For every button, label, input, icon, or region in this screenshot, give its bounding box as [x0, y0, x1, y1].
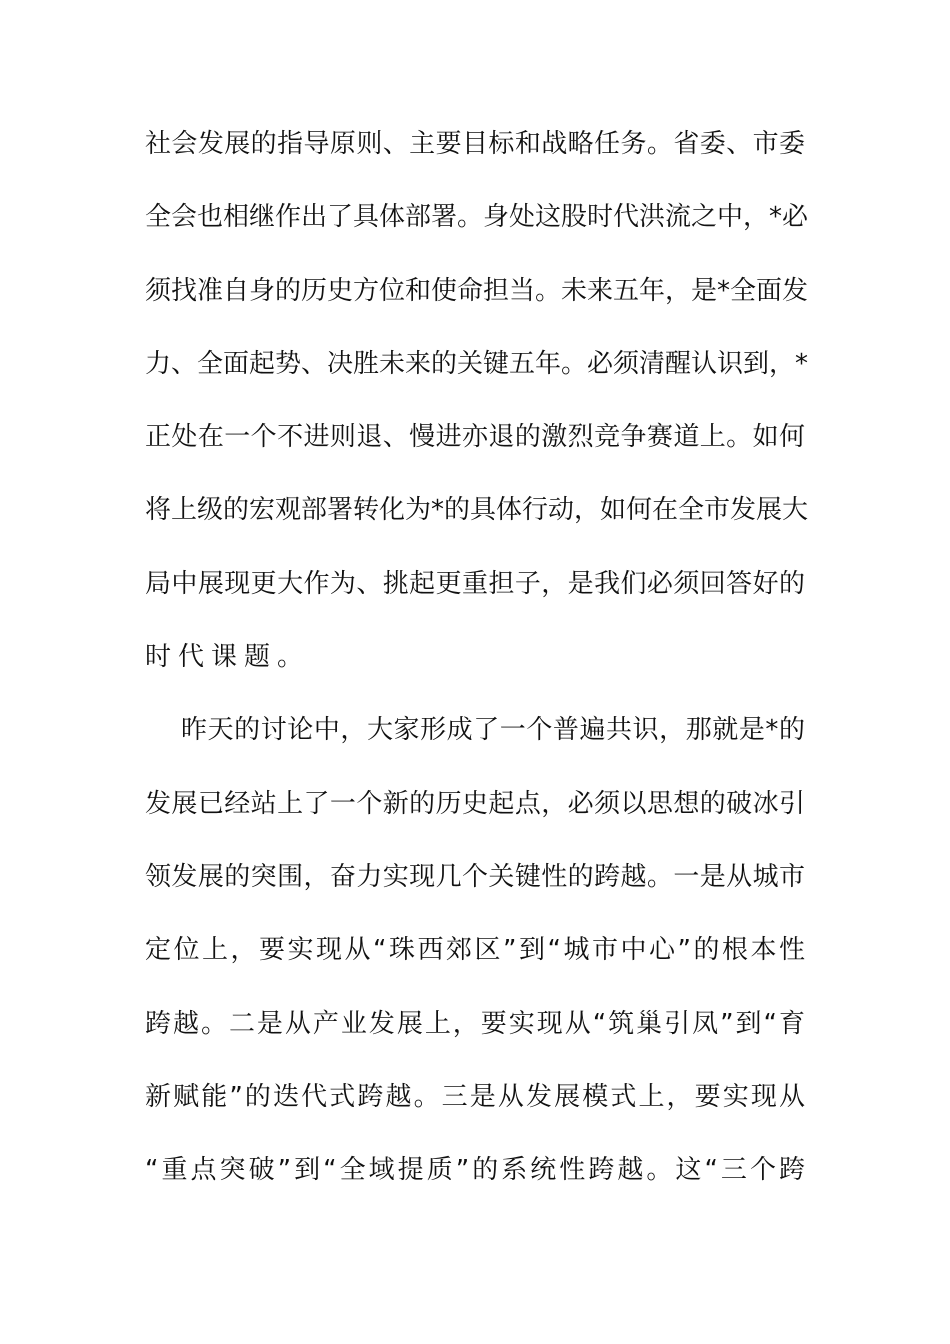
text-line: 时代课题。 — [145, 642, 311, 673]
document-body — [145, 108, 809, 1207]
text-line: 将上级的宏观部署转化为*的具体行动，如何在全市发展大 — [145, 495, 809, 526]
text-line: 须找准自身的历史方位和使命担当。未来五年，是*全面发 — [145, 275, 809, 306]
text-line: 力、全面起势、决胜未来的关键五年。必须清醒认识到，* — [145, 348, 809, 379]
text-line: 新赋能”的迭代式跨越。三是从发展模式上，要实现从 — [145, 1081, 805, 1112]
text-line: 领发展的突围，奋力实现几个关键性的跨越。一是从城市 — [145, 861, 805, 892]
text-line: 发展已经站上了一个新的历史起点，必须以思想的破冰引 — [145, 788, 805, 819]
text-line: 局中展现更大作为、挑起更重担子，是我们必须回答好的 — [145, 568, 805, 599]
text-line: 昨天的讨论中，大家形成了一个普遍共识，那就是*的 — [181, 715, 805, 746]
text-line: 社会发展的指导原则、主要目标和战略任务。省委、市委 — [145, 129, 805, 159]
text-line: 定位上，要实现从“珠西郊区”到“城市中心”的根本性 — [145, 935, 805, 966]
text-line: “重点突破”到“全域提质”的系统性跨越。这“三个跨 — [145, 1155, 805, 1186]
paragraph-2 — [145, 694, 805, 1207]
text-line: 全会也相继作出了具体部署。身处这股时代洪流之中，*必 — [145, 202, 809, 233]
text-line: 正处在一个不进则退、慢进亦退的激烈竞争赛道上。如何 — [145, 422, 805, 453]
paragraph-1 — [145, 108, 809, 694]
text-line: 跨越。二是从产业发展上，要实现从“筑巢引凤”到“育 — [145, 1008, 805, 1039]
